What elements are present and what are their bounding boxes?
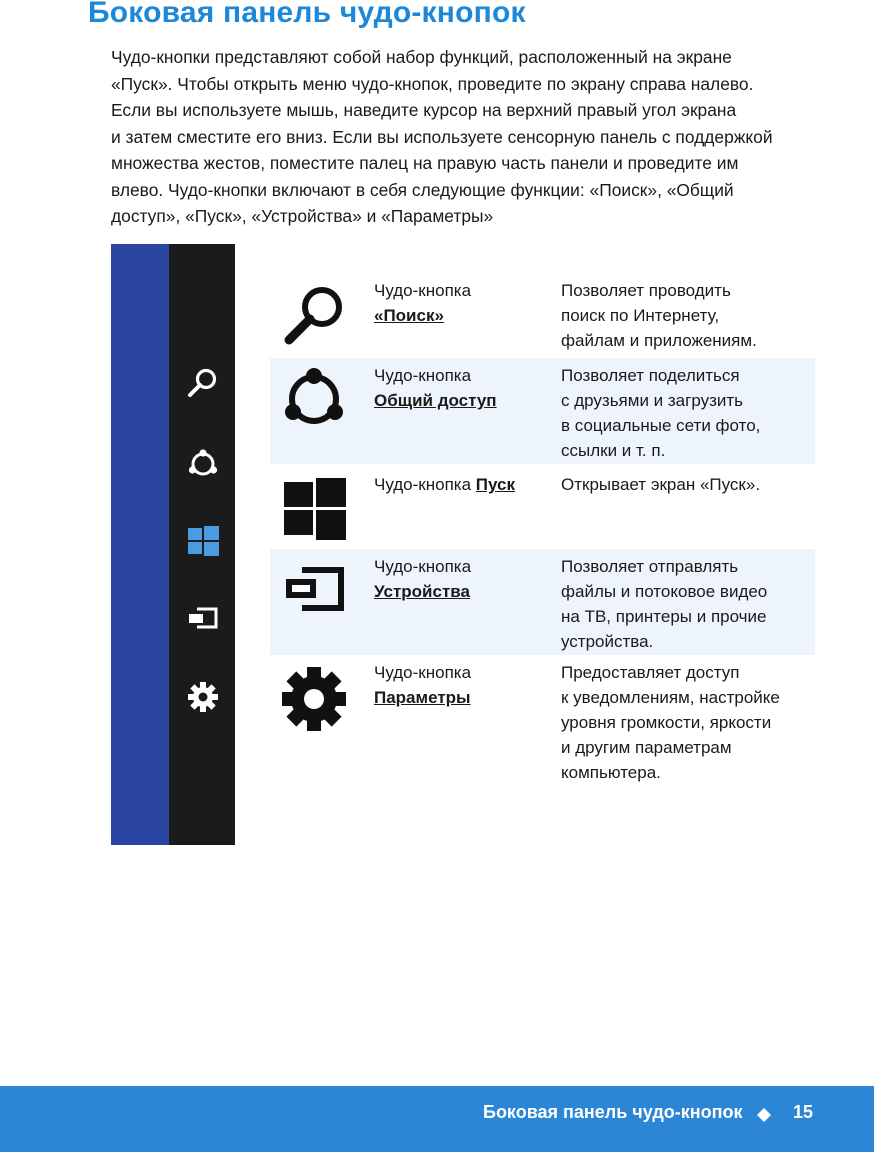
devices-icon[interactable] (185, 600, 221, 636)
devices-icon (278, 551, 350, 623)
intro-line: и затем сместите его вниз. Если вы используете сенсорную панель с поддержкой (111, 126, 773, 147)
charm-row-start (270, 464, 815, 549)
charm-row-settings (270, 655, 815, 795)
charm-name: Чудо-кнопка Пуск (374, 475, 516, 494)
settings-gear-icon[interactable] (185, 679, 221, 715)
charm-name: Чудо-кнопка Устройства (374, 557, 472, 601)
intro-line: влево. Чудо-кнопки включают в себя следующие функции: «Поиск», «Общий (111, 179, 734, 200)
windows-start-icon[interactable] (185, 523, 221, 559)
charm-description: Позволяет проводить поиск по Интернету, файлам и приложениям. (561, 281, 757, 350)
page-title: Боковая панель чудо-кнопок (88, 0, 526, 29)
page-footer (0, 1086, 874, 1152)
settings-gear-icon (278, 663, 350, 735)
intro-line: множества жестов, поместите палец на правую часть панели и проведите им (111, 153, 739, 173)
share-icon (278, 362, 350, 434)
diamond-bullet-icon (757, 1108, 771, 1122)
charm-description: Открывает экран «Пуск». (561, 475, 761, 494)
search-icon (278, 278, 350, 350)
intro-line: «Пуск». Чтобы открыть меню чудо-кнопок, проведите по экрану справа налево. (111, 73, 754, 94)
charm-description: Предоставляет доступ к уведомлениям, настройке уровня громкости, яркости и другим параметрам компьютера. (561, 663, 780, 782)
charm-name: Чудо-кнопка «Поиск» (374, 281, 472, 325)
charm-name: Чудо-кнопка Общий доступ (374, 366, 497, 410)
search-icon[interactable] (185, 365, 221, 401)
charm-description: Позволяет поделиться с друзьями и загрузить в социальные сети фото, ссылки и т. п. (561, 366, 761, 460)
share-icon[interactable] (185, 446, 221, 482)
intro-line: Чудо-кнопки представляют собой набор функций, расположенный на экране (111, 47, 732, 67)
intro-paragraph (111, 44, 831, 230)
charm-description: Позволяет отправлять файлы и потоковое видео на ТВ, принтеры и прочие устройства. (561, 557, 768, 651)
windows-start-icon (278, 472, 350, 544)
charm-row-share (270, 358, 815, 464)
charm-row-search (270, 270, 815, 358)
footer-section-title: Боковая панель чудо-кнопок (483, 1102, 743, 1122)
intro-line: Если вы используете мышь, наведите курсор на верхний правый угол экрана (111, 100, 737, 120)
page-number: 15 (793, 1102, 814, 1122)
intro-line: доступ», «Пуск», «Устройства» и «Параметры» (111, 206, 494, 226)
start-screen-edge (111, 244, 169, 845)
charm-row-devices (270, 549, 815, 655)
charm-name: Чудо-кнопка Параметры (374, 663, 472, 707)
